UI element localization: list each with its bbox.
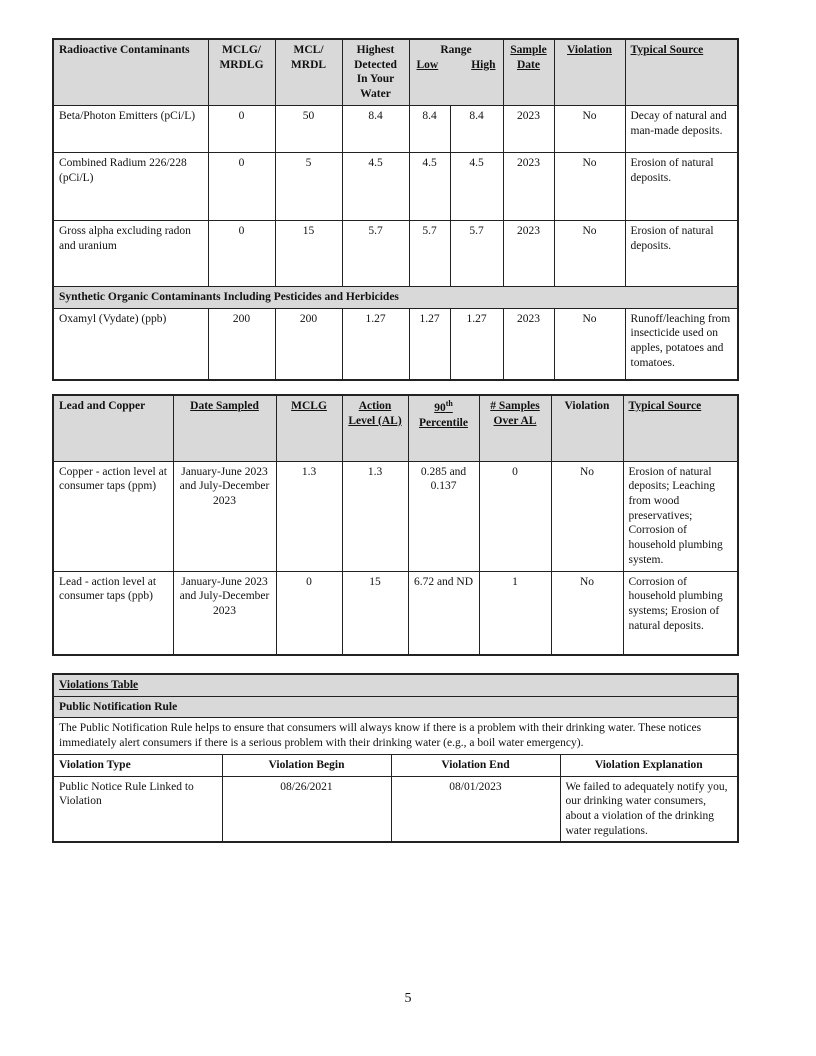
header-range-low: Low bbox=[416, 58, 439, 71]
table-row bbox=[53, 776, 738, 842]
table-row bbox=[53, 220, 738, 286]
header-date-sampled: Date Sampled bbox=[173, 395, 276, 461]
public-notification-rule-text: The Public Notification Rule helps to ensure that consumers will always know if there is a problem with their drinking water. These notices immediately alert consumers if there is a serious problem with their drinking water (e.g., a boil water emergency). bbox=[53, 718, 738, 754]
header-violation-type: Violation Type bbox=[53, 754, 222, 776]
mcl-value: 5 bbox=[275, 152, 342, 220]
action-level-value: 15 bbox=[342, 571, 408, 655]
table-row bbox=[53, 308, 738, 380]
header-typical-source: Typical Source bbox=[623, 395, 738, 461]
rule-text-row bbox=[53, 718, 738, 754]
table-row bbox=[53, 105, 738, 152]
mclg-value: 1.3 bbox=[276, 461, 342, 571]
contaminant-name: Combined Radium 226/228 (pCi/L) bbox=[53, 152, 208, 220]
lead-copper-name: Lead - action level at consumer taps (ppb) bbox=[53, 571, 173, 655]
highest-value: 5.7 bbox=[342, 220, 409, 286]
violation-value: No bbox=[551, 571, 623, 655]
typical-source-value: Erosion of natural deposits. bbox=[625, 220, 738, 286]
highest-value: 1.27 bbox=[342, 308, 409, 380]
highest-value: 8.4 bbox=[342, 105, 409, 152]
header-mclg: MCLG bbox=[276, 395, 342, 461]
percentile-superscript: th bbox=[445, 399, 453, 408]
header-sample-date: Sample Date bbox=[503, 39, 554, 105]
sample-date-value: 2023 bbox=[503, 220, 554, 286]
typical-source-value: Erosion of natural deposits; Leaching from wood preservatives; Corrosion of household plumbing system. bbox=[623, 461, 738, 571]
range-low-value: 1.27 bbox=[409, 308, 450, 380]
samples-over-value: 0 bbox=[479, 461, 551, 571]
header-typical-source: Typical Source bbox=[625, 39, 738, 105]
violation-value: No bbox=[554, 220, 625, 286]
violations-header-row bbox=[53, 754, 738, 776]
header-mcl: MCL/ MRDL bbox=[275, 39, 342, 105]
header-range-high: High bbox=[471, 58, 496, 71]
sample-date-value: 2023 bbox=[503, 308, 554, 380]
typical-source-value: Erosion of natural deposits. bbox=[625, 152, 738, 220]
date-sampled-value: January-June 2023 and July-December 2023 bbox=[173, 461, 276, 571]
typical-source-value: Runoff/leaching from insecticide used on apples, potatoes and tomatoes. bbox=[625, 308, 738, 380]
percentile-word: Percentile bbox=[419, 416, 468, 429]
violations-table bbox=[52, 673, 739, 843]
violation-begin-value: 08/26/2021 bbox=[222, 776, 391, 842]
violation-value: No bbox=[551, 461, 623, 571]
range-high-value: 8.4 bbox=[450, 105, 503, 152]
mcl-value: 50 bbox=[275, 105, 342, 152]
typical-source-value: Corrosion of household plumbing systems; Erosion of natural deposits. bbox=[623, 571, 738, 655]
table-row bbox=[53, 461, 738, 571]
contaminant-name: Gross alpha excluding radon and uranium bbox=[53, 220, 208, 286]
header-violation-explanation: Violation Explanation bbox=[560, 754, 738, 776]
mclg-value: 200 bbox=[208, 308, 275, 380]
header-lead-copper: Lead and Copper bbox=[53, 395, 173, 461]
table-row bbox=[53, 152, 738, 220]
violation-value: No bbox=[554, 308, 625, 380]
header-violation-end: Violation End bbox=[391, 754, 560, 776]
header-range-label: Range bbox=[440, 44, 472, 56]
lead-copper-table bbox=[52, 394, 739, 656]
header-highest-detected: Highest Detected In Your Water bbox=[342, 39, 409, 105]
radioactive-contaminants-table bbox=[52, 38, 739, 381]
contaminant-name: Beta/Photon Emitters (pCi/L) bbox=[53, 105, 208, 152]
header-violation: Violation bbox=[554, 39, 625, 105]
sample-date-value: 2023 bbox=[503, 152, 554, 220]
page-number: 5 bbox=[404, 991, 412, 1006]
header-contaminant: Radioactive Contaminants bbox=[53, 39, 208, 105]
typical-source-value: Decay of natural and man-made deposits. bbox=[625, 105, 738, 152]
range-low-value: 4.5 bbox=[409, 152, 450, 220]
mclg-value: 0 bbox=[208, 220, 275, 286]
percentile-value: 6.72 and ND bbox=[408, 571, 479, 655]
percentile-value: 0.285 and 0.137 bbox=[408, 461, 479, 571]
mcl-value: 15 bbox=[275, 220, 342, 286]
highest-value: 4.5 bbox=[342, 152, 409, 220]
rule-title-row bbox=[53, 696, 738, 718]
header-range bbox=[409, 39, 503, 105]
range-high-value: 5.7 bbox=[450, 220, 503, 286]
table-row bbox=[53, 571, 738, 655]
header-mclg: MCLG/ MRDLG bbox=[208, 39, 275, 105]
mclg-value: 0 bbox=[208, 105, 275, 152]
radioactive-header-row bbox=[53, 39, 738, 105]
range-high-value: 4.5 bbox=[450, 152, 503, 220]
public-notification-rule-title: Public Notification Rule bbox=[53, 696, 738, 718]
range-low-value: 5.7 bbox=[409, 220, 450, 286]
header-90th-percentile bbox=[408, 395, 479, 461]
violation-end-value: 08/01/2023 bbox=[391, 776, 560, 842]
date-sampled-value: January-June 2023 and July-December 2023 bbox=[173, 571, 276, 655]
samples-over-value: 1 bbox=[479, 571, 551, 655]
header-action-level: Action Level (AL) bbox=[342, 395, 408, 461]
violation-type-value: Public Notice Rule Linked to Violation bbox=[53, 776, 222, 842]
mclg-value: 0 bbox=[276, 571, 342, 655]
violation-value: No bbox=[554, 105, 625, 152]
contaminant-name: Oxamyl (Vydate) (ppb) bbox=[53, 308, 208, 380]
mcl-value: 200 bbox=[275, 308, 342, 380]
synthetic-band-row bbox=[53, 286, 738, 308]
range-low-value: 8.4 bbox=[409, 105, 450, 152]
action-level-value: 1.3 bbox=[342, 461, 408, 571]
mclg-value: 0 bbox=[208, 152, 275, 220]
lead-copper-header-row bbox=[53, 395, 738, 461]
header-samples-over-al: # Samples Over AL bbox=[479, 395, 551, 461]
violation-explanation-value: We failed to adequately notify you, our drinking water consumers, about a violation of the drinking water regulations. bbox=[560, 776, 738, 842]
violation-value: No bbox=[554, 152, 625, 220]
header-violation: Violation bbox=[551, 395, 623, 461]
lead-copper-name: Copper - action level at consumer taps (ppm) bbox=[53, 461, 173, 571]
violations-title-row bbox=[53, 674, 738, 696]
violations-table-title: Violations Table bbox=[53, 674, 738, 696]
range-high-value: 1.27 bbox=[450, 308, 503, 380]
synthetic-band: Synthetic Organic Contaminants Including Pesticides and Herbicides bbox=[53, 286, 738, 308]
sample-date-value: 2023 bbox=[503, 105, 554, 152]
percentile-number: 90 bbox=[434, 401, 446, 414]
header-violation-begin: Violation Begin bbox=[222, 754, 391, 776]
